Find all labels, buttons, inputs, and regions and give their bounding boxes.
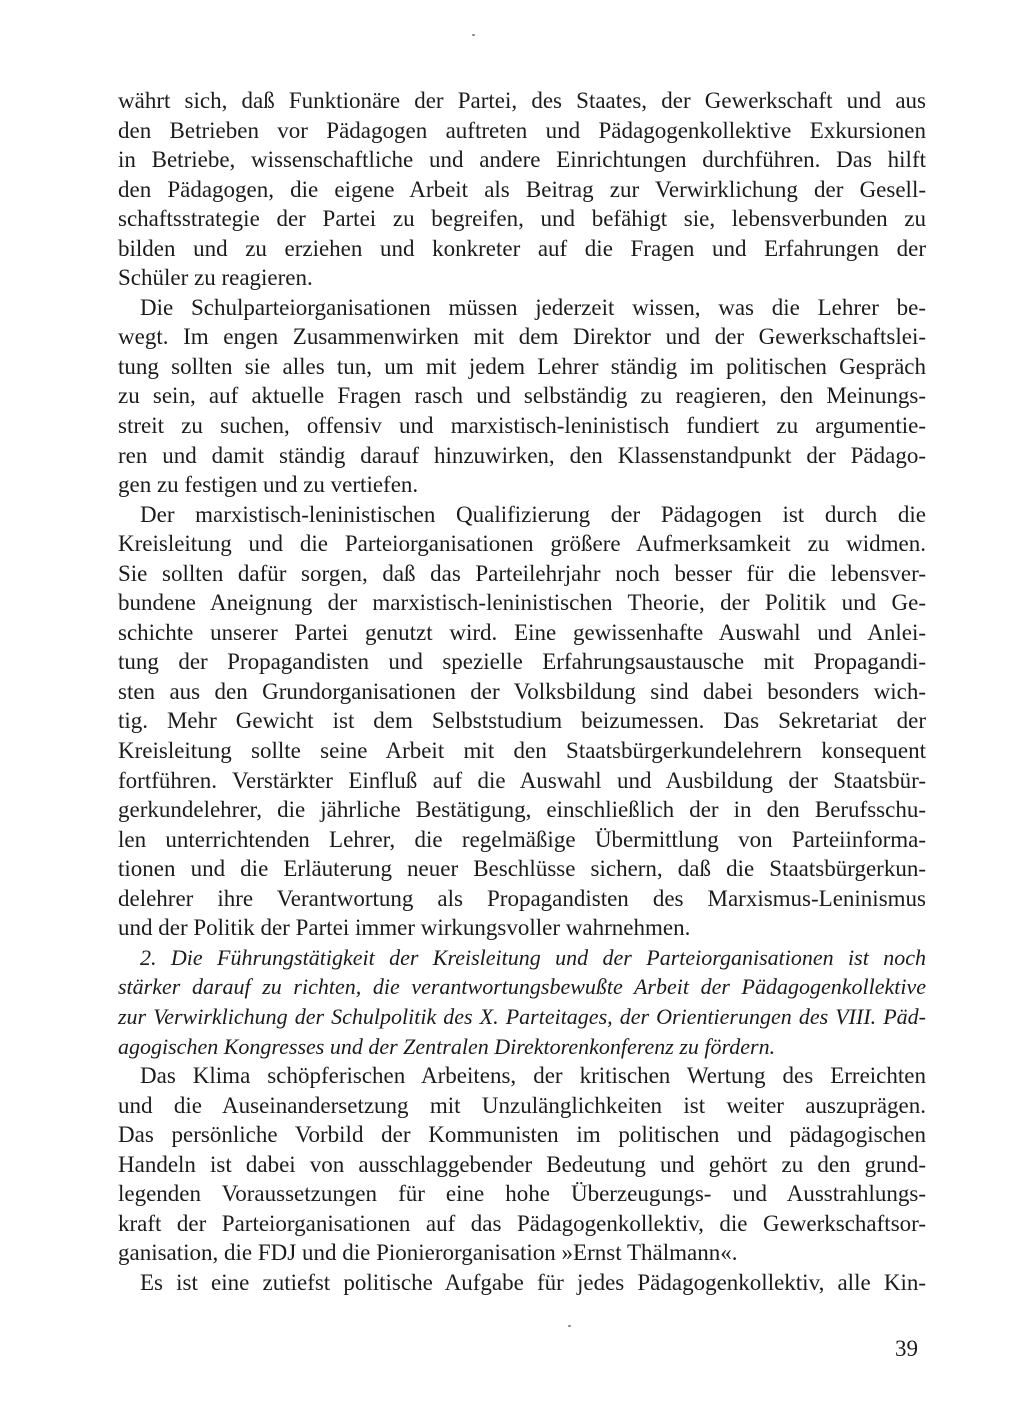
text-line: in Betriebe, wissenschaftliche und andere Einrichtungen durchführen. Das hilft <box>118 147 926 173</box>
body-text <box>118 86 926 1297</box>
text-line: streit zu suchen, offensiv und marxistisch-leninistisch fundiert zu argumentie- <box>118 413 926 439</box>
text-line: Sie sollten dafür sorgen, daß das Parteilehrjahr noch besser für die lebensver- <box>118 560 926 586</box>
text-line: Schüler zu reagieren. <box>118 265 313 291</box>
text-line: zu sein, auf aktuelle Fragen rasch und selbständig zu reagieren, den Meinungs- <box>118 383 926 409</box>
text-line: bundene Aneignung der marxistisch-leninistischen Theorie, der Politik und Ge- <box>118 590 926 616</box>
text-line: währt sich, daß Funktionäre der Partei, des Staates, der Gewerkschaft und aus <box>118 88 926 113</box>
text-line: Kreisleitung sollte seine Arbeit mit den Staatsbürgerkundelehrern konsequent <box>118 738 926 764</box>
text-line: kraft der Parteiorganisationen auf das Pädagogenkollektiv, die Gewerkschaftsor- <box>118 1210 926 1236</box>
text-line: schichte unserer Partei genutzt wird. Eine gewissenhafte Auswahl und Anlei- <box>118 619 926 645</box>
text-line: den Betrieben vor Pädagogen auftreten und Pädagogenkollektive Exkursionen <box>118 117 926 143</box>
scan-speck <box>472 34 475 36</box>
page-number: 39 <box>895 1336 918 1361</box>
text-line: tung der Propagandisten und spezielle Erfahrungsaustausche mit Propagandi- <box>118 649 926 675</box>
text-line: und die Auseinandersetzung mit Unzulänglichkeiten ist weiter auszuprägen. <box>118 1092 926 1118</box>
text-line: tionen und die Erläuterung neuer Beschlüsse sichern, daß die Staatsbürgerkun- <box>118 856 926 882</box>
text-line: tung sollten sie alles tun, um mit jedem Lehrer ständig im politischen Gespräch <box>118 353 926 379</box>
text-line: Die Schulparteiorganisationen müssen jederzeit wissen, was die Lehrer be- <box>140 294 926 320</box>
text-line: gen zu festigen und zu vertiefen. <box>118 472 419 498</box>
text-line: schaftsstrategie der Partei zu begreifen, und befähigt sie, lebensverbunden zu <box>118 206 926 232</box>
text-line: 2. Die Führungstätigkeit der Kreisleitung und der Parteiorganisationen ist noch <box>140 944 926 970</box>
text-line: tig. Mehr Gewicht ist dem Selbststudium beizumessen. Das Sekretariat der <box>118 708 926 734</box>
text-line: legenden Voraussetzungen für eine hohe Überzeugungs- und Ausstrahlungs- <box>118 1181 926 1207</box>
text-line: delehrer ihre Verantwortung als Propagandisten des Marxismus-Leninismus <box>118 885 926 911</box>
text-line: bilden und zu erziehen und konkreter auf die Fragen und Erfahrungen der <box>118 235 926 261</box>
text-line: agogischen Kongresses und der Zentralen Direktorenkonferenz zu fördern. <box>118 1033 776 1059</box>
text-line: Kreisleitung und die Parteiorganisationen größere Aufmerksamkeit zu widmen. <box>118 531 926 557</box>
text-line: ren und damit ständig darauf hinzuwirken, den Klassenstandpunkt der Pädago- <box>118 442 926 468</box>
text-line: sten aus den Grundorganisationen der Volksbildung sind dabei besonders wich- <box>118 678 926 704</box>
text-line: len unterrichtenden Lehrer, die regelmäßige Übermittlung von Parteiinforma- <box>118 826 926 852</box>
text-line: und der Politik der Partei immer wirkungsvoller wahrnehmen. <box>118 915 691 941</box>
text-line: zur Verwirklichung der Schulpolitik des X. Parteitages, der Orientierungen des VIII. Päd- <box>118 1003 926 1029</box>
text-line: stärker darauf zu richten, die verantwortungsbewußte Arbeit der Pädagogenkollektive <box>118 974 926 1000</box>
text-line: Das Klima schöpferischen Arbeitens, der kritischen Wertung des Erreichten <box>140 1063 926 1089</box>
text-line: fortführen. Verstärkter Einfluß auf die Auswahl und Ausbildung der Staatsbür- <box>118 767 926 793</box>
text-line: ganisation, die FDJ und die Pionierorganisation »Ernst Thälmann«. <box>118 1240 738 1266</box>
text-line: gerkundelehrer, die jährliche Bestätigung, einschließlich der in den Berufsschu- <box>118 797 926 823</box>
text-line: Das persönliche Vorbild der Kommunisten im politischen und pädagogischen <box>118 1122 926 1148</box>
scan-speck <box>568 1325 571 1327</box>
text-line: den Pädagogen, die eigene Arbeit als Beitrag zur Verwirklichung der Gesell- <box>118 176 926 202</box>
text-line: Es ist eine zutiefst politische Aufgabe für jedes Pädagogenkollektiv, alle Kin- <box>140 1269 926 1295</box>
text-line: Handeln ist dabei von ausschlaggebender Bedeutung und gehört zu den grund- <box>118 1151 926 1177</box>
text-line: Der marxistisch-leninistischen Qualifizierung der Pädagogen ist durch die <box>140 501 926 527</box>
text-line: wegt. Im engen Zusammenwirken mit dem Direktor und der Gewerkschaftslei- <box>118 324 926 350</box>
